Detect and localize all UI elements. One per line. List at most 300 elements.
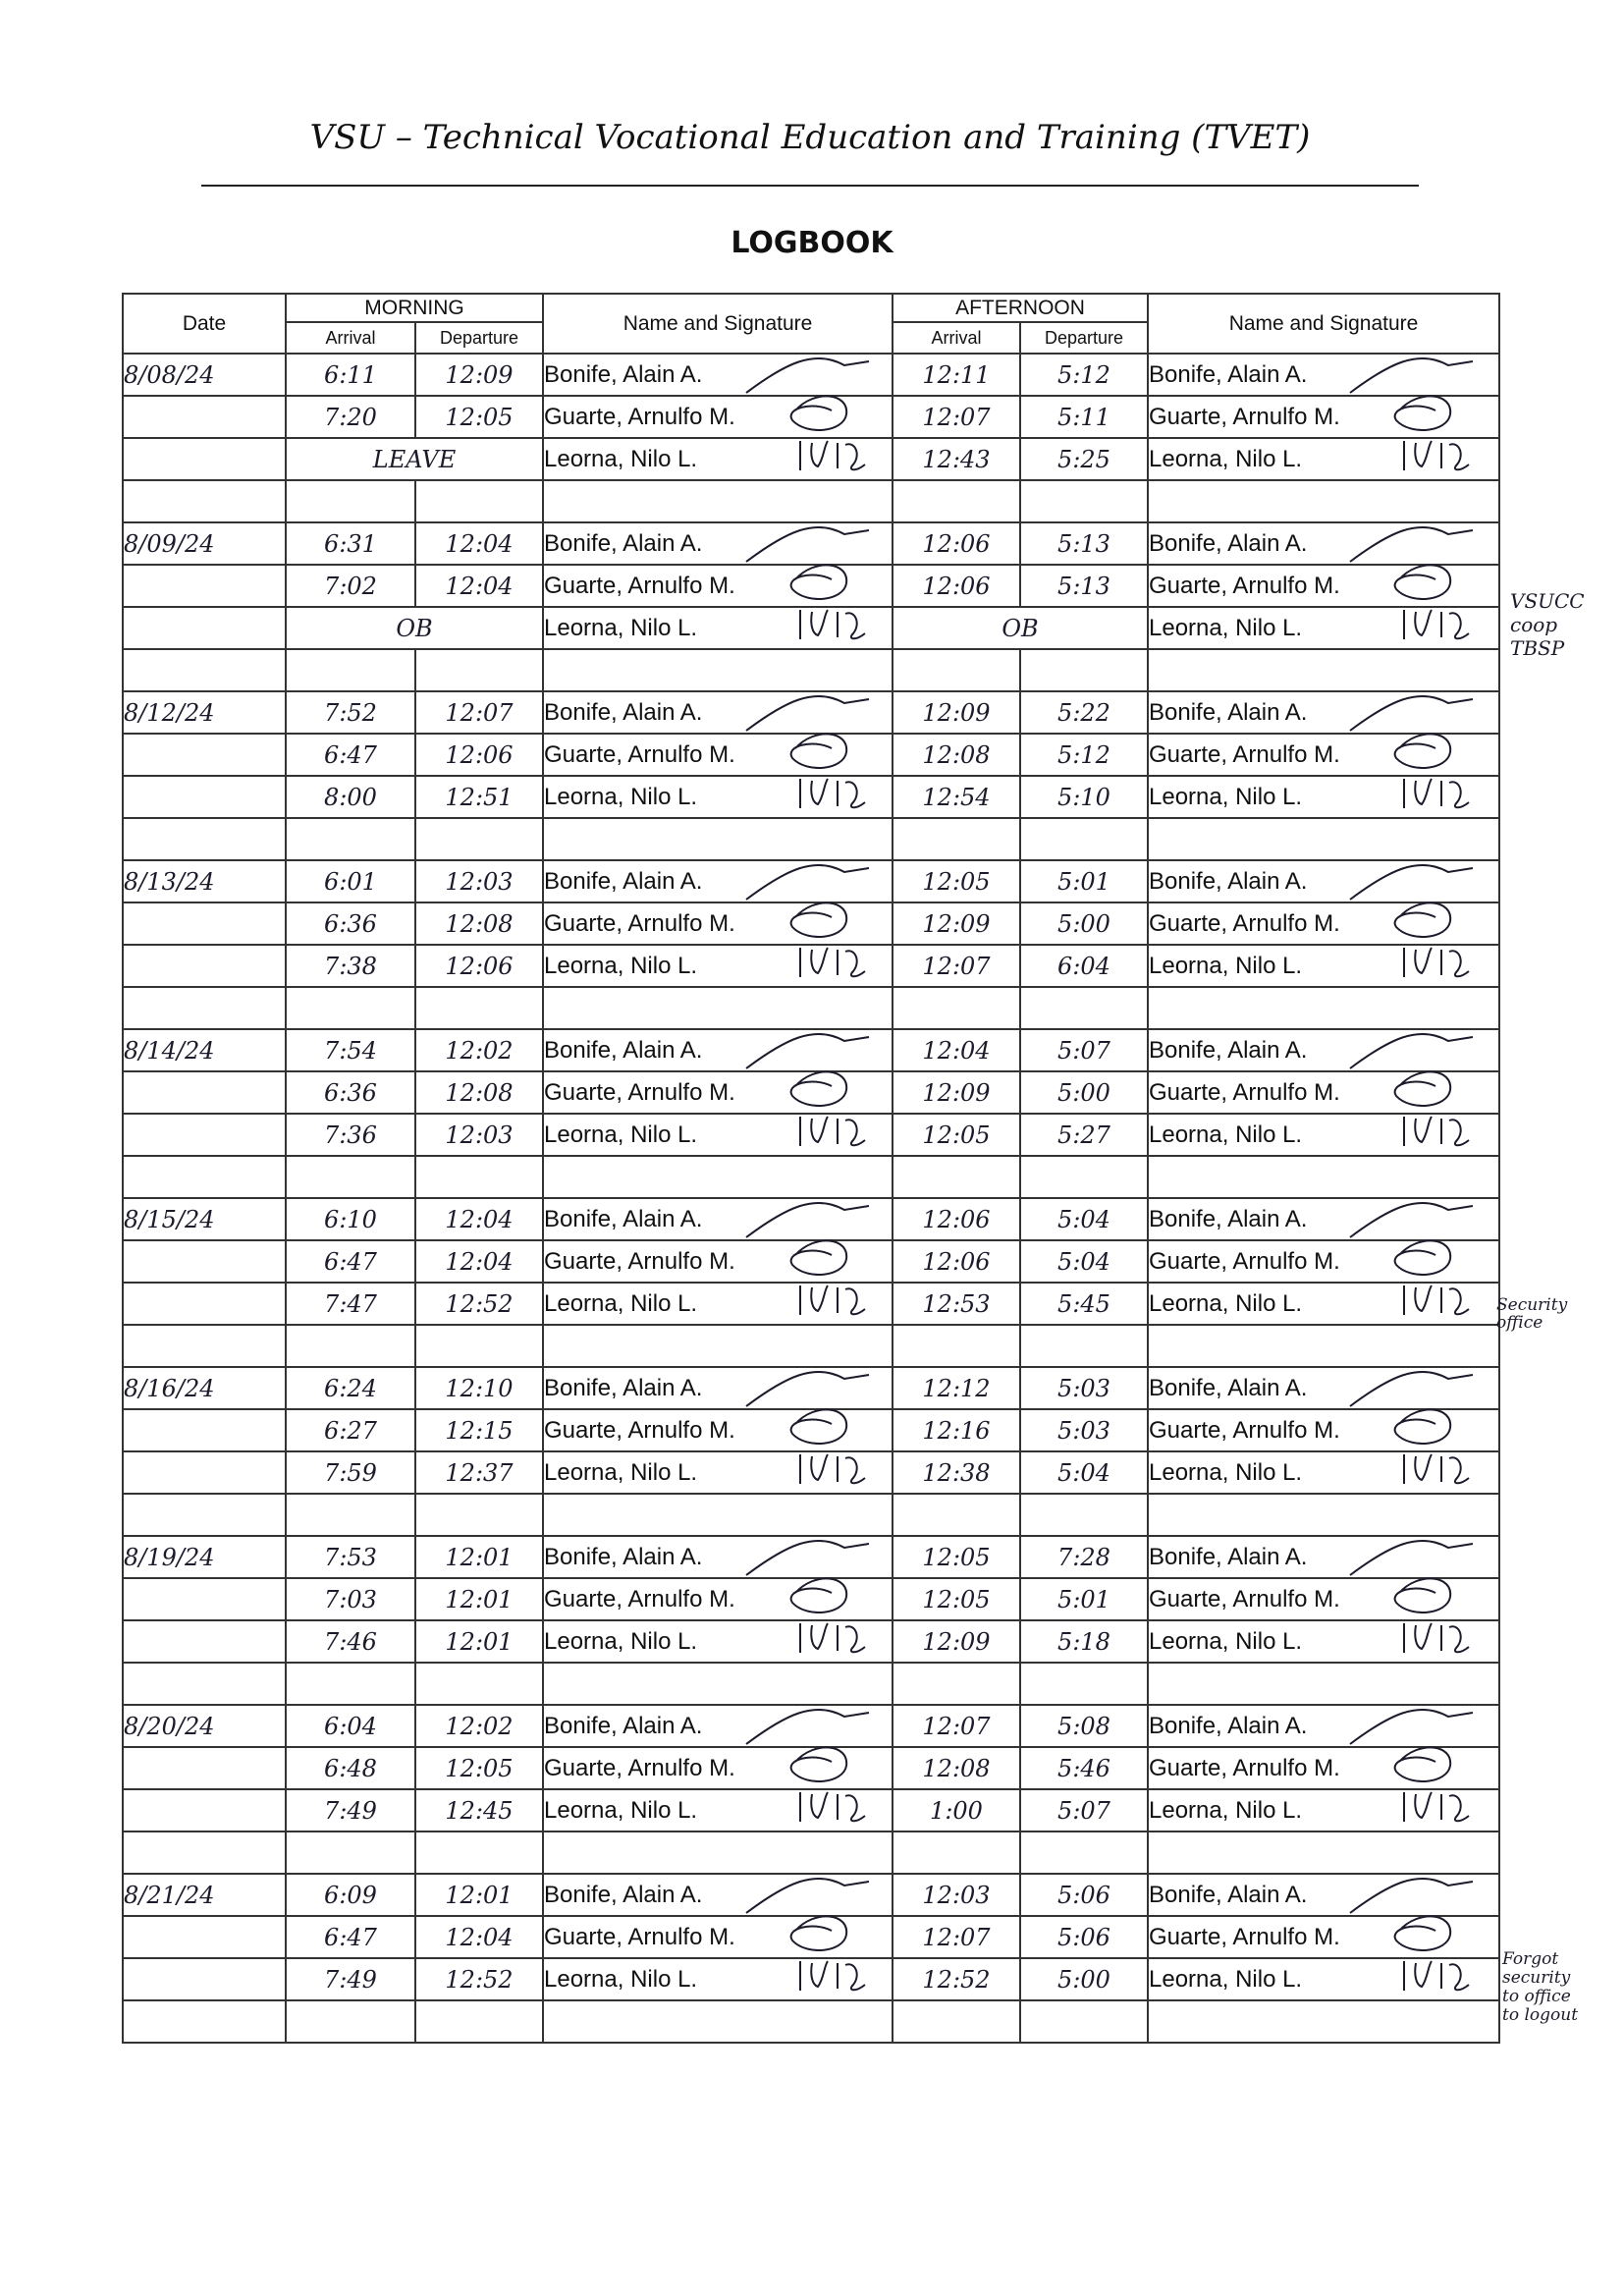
pm-arrival-cell: 12:06 [893,522,1020,565]
spacer-row [123,649,1499,691]
date-cell-empty [123,607,286,649]
pm-name-cell: Bonife, Alain A. [1148,1198,1499,1240]
log-row [123,1578,1499,1620]
log-row [123,607,1499,649]
log-row [123,354,1499,396]
am-arrival-cell: 7:03 [286,1578,415,1620]
document-title: VSU – Technical Vocational Education and Training (TVET) [309,118,1311,157]
spacer-cell [286,987,415,1029]
spacer-cell [543,1494,893,1536]
am-name-cell: Guarte, Arnulfo M. [543,1578,893,1620]
pm-arrival-cell: 12:43 [893,438,1020,480]
pm-departure-cell: 5:13 [1020,522,1148,565]
log-row [123,902,1499,945]
pm-name-cell: Guarte, Arnulfo M. [1148,902,1499,945]
pm-name-cell: Bonife, Alain A. [1148,522,1499,565]
pm-name-cell: Leorna, Nilo L. [1148,1958,1499,2000]
am-arrival-cell: 7:36 [286,1114,415,1156]
log-row [123,1874,1499,1916]
am-name-cell: Bonife, Alain A. [543,1029,893,1071]
pm-name-cell: Leorna, Nilo L. [1148,1789,1499,1831]
spacer-row [123,480,1499,522]
pm-name-cell: Guarte, Arnulfo M. [1148,1240,1499,1283]
spacer-cell [286,2000,415,2043]
pm-departure-cell: 5:06 [1020,1874,1148,1916]
pm-departure-cell: 5:03 [1020,1367,1148,1409]
spacer-row [123,1494,1499,1536]
spacer-cell [1148,649,1499,691]
spacer-row [123,987,1499,1029]
am-departure-cell: 12:04 [415,565,543,607]
am-name-cell: Leorna, Nilo L. [543,1958,893,2000]
spacer-cell [1020,2000,1148,2043]
am-name-cell: Leorna, Nilo L. [543,607,893,649]
am-arrival-cell: 6:01 [286,860,415,902]
pm-arrival-cell: 12:05 [893,1536,1020,1578]
log-row [123,734,1499,776]
spacer-cell [1020,480,1148,522]
am-departure-cell: 12:01 [415,1620,543,1663]
spacer-cell [286,818,415,860]
am-arrival-cell: 6:27 [286,1409,415,1451]
date-cell-empty [123,1409,286,1451]
pm-arrival-cell: 12:07 [893,1916,1020,1958]
date-cell: 8/21/24 [123,1874,286,1916]
am-departure-cell: 12:52 [415,1283,543,1325]
pm-arrival-cell: 12:05 [893,1578,1020,1620]
am-departure-cell: 12:06 [415,945,543,987]
pm-arrival-cell: 12:09 [893,1071,1020,1114]
am-departure-cell: 12:37 [415,1451,543,1494]
spacer-cell [543,987,893,1029]
pm-arrival-cell: 12:08 [893,734,1020,776]
log-row [123,1029,1499,1071]
am-departure-header: Departure [415,322,543,354]
am-name-cell: Guarte, Arnulfo M. [543,565,893,607]
am-name-cell: Guarte, Arnulfo M. [543,1916,893,1958]
spacer-cell [893,1663,1020,1705]
am-name-cell: Bonife, Alain A. [543,1367,893,1409]
date-cell-empty [123,1789,286,1831]
am-arrival-cell: 6:04 [286,1705,415,1747]
spacer-cell [1148,1325,1499,1367]
am-departure-cell: 12:45 [415,1789,543,1831]
pm-name-cell: Bonife, Alain A. [1148,1874,1499,1916]
spacer-cell [1148,1494,1499,1536]
pm-departure-header: Departure [1020,322,1148,354]
am-name-cell: Leorna, Nilo L. [543,1620,893,1663]
spacer-cell [543,818,893,860]
pm-departure-cell: 6:04 [1020,945,1148,987]
spacer-row [123,2000,1499,2043]
date-cell: 8/14/24 [123,1029,286,1071]
spacer-cell [1148,1663,1499,1705]
am-arrival-cell: 7:20 [286,396,415,438]
log-row [123,565,1499,607]
margin-note-coop: VSUCC coop TBSP [1510,589,1585,660]
am-arrival-cell: 7:49 [286,1958,415,2000]
date-cell-empty [123,734,286,776]
am-name-cell: Leorna, Nilo L. [543,438,893,480]
pm-arrival-cell: 12:54 [893,776,1020,818]
spacer-row [123,818,1499,860]
spacer-cell [893,987,1020,1029]
pm-arrival-cell: 12:03 [893,1874,1020,1916]
spacer-cell [1020,818,1148,860]
spacer-cell [1020,987,1148,1029]
am-departure-cell: 12:05 [415,396,543,438]
pm-name-cell: Guarte, Arnulfo M. [1148,1409,1499,1451]
am-departure-cell: 12:04 [415,1240,543,1283]
pm-departure-cell: 5:07 [1020,1029,1148,1071]
am-name-cell: Guarte, Arnulfo M. [543,396,893,438]
am-arrival-cell: 6:24 [286,1367,415,1409]
am-departure-cell: 12:02 [415,1029,543,1071]
pm-departure-cell: 5:27 [1020,1114,1148,1156]
spacer-cell [1020,1325,1148,1367]
am-name-cell: Bonife, Alain A. [543,1874,893,1916]
pm-arrival-header: Arrival [893,322,1020,354]
pm-departure-cell: 5:10 [1020,776,1148,818]
log-row [123,396,1499,438]
pm-arrival-cell: 12:08 [893,1747,1020,1789]
spacer-cell [1148,1156,1499,1198]
am-name-cell: Bonife, Alain A. [543,691,893,734]
pm-arrival-cell: 12:05 [893,1114,1020,1156]
page-header [201,118,1419,171]
pm-arrival-cell: 12:07 [893,945,1020,987]
pm-departure-cell: 5:03 [1020,1409,1148,1451]
log-row [123,1705,1499,1747]
spacer-cell [1148,1831,1499,1874]
spacer-cell [415,1663,543,1705]
log-row [123,438,1499,480]
date-cell-empty [123,1283,286,1325]
am-arrival-cell: 6:47 [286,734,415,776]
spacer-cell [123,987,286,1029]
log-row [123,1916,1499,1958]
spacer-cell [1148,818,1499,860]
pm-arrival-cell: 12:07 [893,396,1020,438]
log-row [123,1283,1499,1325]
pm-name-cell: Bonife, Alain A. [1148,860,1499,902]
am-name-cell: Guarte, Arnulfo M. [543,1747,893,1789]
spacer-cell [123,2000,286,2043]
spacer-cell [415,1494,543,1536]
pm-name-cell: Bonife, Alain A. [1148,354,1499,396]
pm-name-cell: Guarte, Arnulfo M. [1148,1747,1499,1789]
pm-departure-cell: 5:45 [1020,1283,1148,1325]
pm-arrival-cell: 12:11 [893,354,1020,396]
spacer-cell [123,1156,286,1198]
spacer-cell [893,1156,1020,1198]
spacer-cell [543,1831,893,1874]
am-arrival-cell: 6:36 [286,902,415,945]
am-arrival-cell: 7:46 [286,1620,415,1663]
pm-departure-cell: 5:18 [1020,1620,1148,1663]
log-row [123,945,1499,987]
spacer-cell [543,2000,893,2043]
date-cell-empty [123,1240,286,1283]
am-arrival-cell: 7:54 [286,1029,415,1071]
spacer-cell [893,818,1020,860]
am-arrival-header: Arrival [286,322,415,354]
am-remark-cell: OB [286,607,543,649]
am-departure-cell: 12:09 [415,354,543,396]
am-name-cell: Bonife, Alain A. [543,522,893,565]
date-cell-empty [123,902,286,945]
am-name-cell: Guarte, Arnulfo M. [543,1409,893,1451]
spacer-cell [415,1156,543,1198]
log-row [123,1367,1499,1409]
spacer-cell [543,1663,893,1705]
pm-arrival-cell: 12:04 [893,1029,1020,1071]
am-departure-cell: 12:02 [415,1705,543,1747]
log-row [123,1747,1499,1789]
log-row [123,776,1499,818]
log-row [123,1451,1499,1494]
date-cell-empty [123,1114,286,1156]
log-row [123,1198,1499,1240]
spacer-row [123,1325,1499,1367]
am-departure-cell: 12:08 [415,902,543,945]
spacer-cell [415,818,543,860]
spacer-cell [1020,649,1148,691]
spacer-cell [893,1494,1020,1536]
am-arrival-cell: 7:52 [286,691,415,734]
pm-departure-cell: 5:04 [1020,1240,1148,1283]
pm-name-cell: Leorna, Nilo L. [1148,776,1499,818]
am-name-cell: Bonife, Alain A. [543,354,893,396]
date-cell: 8/19/24 [123,1536,286,1578]
spacer-cell [123,649,286,691]
pm-departure-cell: 5:06 [1020,1916,1148,1958]
am-arrival-cell: 6:47 [286,1240,415,1283]
am-departure-cell: 12:51 [415,776,543,818]
log-row [123,1114,1499,1156]
am-remark-cell: LEAVE [286,438,543,480]
am-arrival-cell: 6:48 [286,1747,415,1789]
pm-departure-cell: 5:12 [1020,354,1148,396]
am-departure-cell: 12:06 [415,734,543,776]
pm-name-cell: Leorna, Nilo L. [1148,945,1499,987]
date-cell: 8/13/24 [123,860,286,902]
date-cell-empty [123,776,286,818]
pm-arrival-cell: 12:09 [893,902,1020,945]
am-name-cell: Leorna, Nilo L. [543,1789,893,1831]
spacer-cell [893,1325,1020,1367]
spacer-cell [543,649,893,691]
spacer-cell [893,649,1020,691]
spacer-cell [286,649,415,691]
pm-arrival-cell: 12:52 [893,1958,1020,2000]
date-cell-empty [123,565,286,607]
log-row [123,1620,1499,1663]
log-row [123,1240,1499,1283]
am-arrival-cell: 6:47 [286,1916,415,1958]
pm-arrival-cell: 12:07 [893,1705,1020,1747]
pm-arrival-cell: 12:09 [893,691,1020,734]
spacer-cell [286,1831,415,1874]
spacer-cell [1020,1494,1148,1536]
spacer-row [123,1663,1499,1705]
pm-arrival-cell: 12:06 [893,565,1020,607]
pm-arrival-cell: 1:00 [893,1789,1020,1831]
pm-departure-cell: 5:22 [1020,691,1148,734]
margin-note-security: Security office [1496,1295,1568,1333]
log-row [123,1071,1499,1114]
spacer-cell [286,1325,415,1367]
spacer-cell [1148,2000,1499,2043]
spacer-cell [123,1494,286,1536]
am-departure-cell: 12:03 [415,1114,543,1156]
am-departure-cell: 12:15 [415,1409,543,1451]
spacer-cell [123,1663,286,1705]
log-row [123,1536,1499,1578]
pm-name-cell: Bonife, Alain A. [1148,1705,1499,1747]
log-row [123,522,1499,565]
date-cell-empty [123,945,286,987]
pm-name-signature-header: Name and Signature [1148,294,1499,354]
am-arrival-cell: 7:47 [286,1283,415,1325]
spacer-cell [286,1156,415,1198]
am-name-cell: Leorna, Nilo L. [543,776,893,818]
spacer-cell [543,1325,893,1367]
date-header: Date [123,294,286,354]
margin-note-forgot: Forgot security to office to logout [1502,1949,1579,2025]
pm-departure-cell: 5:00 [1020,1071,1148,1114]
pm-name-cell: Guarte, Arnulfo M. [1148,396,1499,438]
am-arrival-cell: 8:00 [286,776,415,818]
log-row [123,1789,1499,1831]
am-departure-cell: 12:01 [415,1536,543,1578]
pm-name-cell: Guarte, Arnulfo M. [1148,1071,1499,1114]
pm-name-cell: Leorna, Nilo L. [1148,607,1499,649]
spacer-cell [123,1325,286,1367]
spacer-cell [543,1156,893,1198]
am-name-cell: Leorna, Nilo L. [543,945,893,987]
spacer-cell [286,1663,415,1705]
date-cell: 8/16/24 [123,1367,286,1409]
am-name-cell: Guarte, Arnulfo M. [543,902,893,945]
log-row [123,691,1499,734]
date-cell-empty [123,1620,286,1663]
logbook-table [122,293,1500,2044]
am-departure-cell: 12:04 [415,522,543,565]
spacer-cell [123,480,286,522]
am-arrival-cell: 7:59 [286,1451,415,1494]
spacer-cell [543,480,893,522]
spacer-cell [415,1831,543,1874]
spacer-cell [415,2000,543,2043]
pm-name-cell: Leorna, Nilo L. [1148,1114,1499,1156]
pm-departure-cell: 5:46 [1020,1747,1148,1789]
log-row [123,860,1499,902]
am-name-signature-header: Name and Signature [543,294,893,354]
spacer-row [123,1831,1499,1874]
spacer-cell [123,1831,286,1874]
spacer-cell [415,649,543,691]
spacer-cell [1020,1156,1148,1198]
am-arrival-cell: 6:09 [286,1874,415,1916]
spacer-cell [1020,1663,1148,1705]
am-arrival-cell: 7:53 [286,1536,415,1578]
am-departure-cell: 12:01 [415,1578,543,1620]
am-name-cell: Leorna, Nilo L. [543,1283,893,1325]
date-cell: 8/12/24 [123,691,286,734]
am-name-cell: Leorna, Nilo L. [543,1451,893,1494]
pm-name-cell: Leorna, Nilo L. [1148,1283,1499,1325]
pm-departure-cell: 5:13 [1020,565,1148,607]
pm-name-cell: Bonife, Alain A. [1148,1367,1499,1409]
pm-name-cell: Guarte, Arnulfo M. [1148,1916,1499,1958]
date-cell: 8/15/24 [123,1198,286,1240]
date-cell-empty [123,1916,286,1958]
am-departure-cell: 12:04 [415,1198,543,1240]
log-row [123,1958,1499,2000]
date-cell-empty [123,1578,286,1620]
spacer-cell [415,480,543,522]
pm-departure-cell: 5:08 [1020,1705,1148,1747]
pm-departure-cell: 5:01 [1020,1578,1148,1620]
logbook-body [123,354,1499,2043]
pm-name-cell: Guarte, Arnulfo M. [1148,565,1499,607]
am-name-cell: Bonife, Alain A. [543,1705,893,1747]
am-departure-cell: 12:52 [415,1958,543,2000]
date-cell-empty [123,1071,286,1114]
am-name-cell: Leorna, Nilo L. [543,1114,893,1156]
logbook-title: LOGBOOK [731,226,893,260]
log-row [123,1409,1499,1451]
spacer-row [123,1156,1499,1198]
date-cell-empty [123,438,286,480]
am-name-cell: Guarte, Arnulfo M. [543,1071,893,1114]
spacer-cell [893,1831,1020,1874]
am-departure-cell: 12:08 [415,1071,543,1114]
am-name-cell: Guarte, Arnulfo M. [543,734,893,776]
spacer-cell [286,1494,415,1536]
pm-remark-cell: OB [893,607,1148,649]
spacer-cell [893,480,1020,522]
date-cell: 8/08/24 [123,354,286,396]
pm-arrival-cell: 12:53 [893,1283,1020,1325]
pm-arrival-cell: 12:06 [893,1198,1020,1240]
am-name-cell: Bonife, Alain A. [543,1198,893,1240]
date-cell: 8/09/24 [123,522,286,565]
spacer-cell [893,2000,1020,2043]
pm-departure-cell: 5:04 [1020,1198,1148,1240]
am-departure-cell: 12:05 [415,1747,543,1789]
pm-departure-cell: 7:28 [1020,1536,1148,1578]
am-name-cell: Guarte, Arnulfo M. [543,1240,893,1283]
pm-departure-cell: 5:07 [1020,1789,1148,1831]
pm-arrival-cell: 12:12 [893,1367,1020,1409]
pm-name-cell: Bonife, Alain A. [1148,691,1499,734]
pm-name-cell: Leorna, Nilo L. [1148,1451,1499,1494]
morning-header: MORNING [286,294,543,322]
am-departure-cell: 12:04 [415,1916,543,1958]
header-rule [201,185,1419,187]
pm-departure-cell: 5:01 [1020,860,1148,902]
spacer-cell [123,818,286,860]
am-name-cell: Bonife, Alain A. [543,860,893,902]
pm-departure-cell: 5:04 [1020,1451,1148,1494]
am-departure-cell: 12:10 [415,1367,543,1409]
afternoon-header: AFTERNOON [893,294,1148,322]
am-arrival-cell: 6:36 [286,1071,415,1114]
date-cell-empty [123,1958,286,2000]
pm-name-cell: Guarte, Arnulfo M. [1148,734,1499,776]
